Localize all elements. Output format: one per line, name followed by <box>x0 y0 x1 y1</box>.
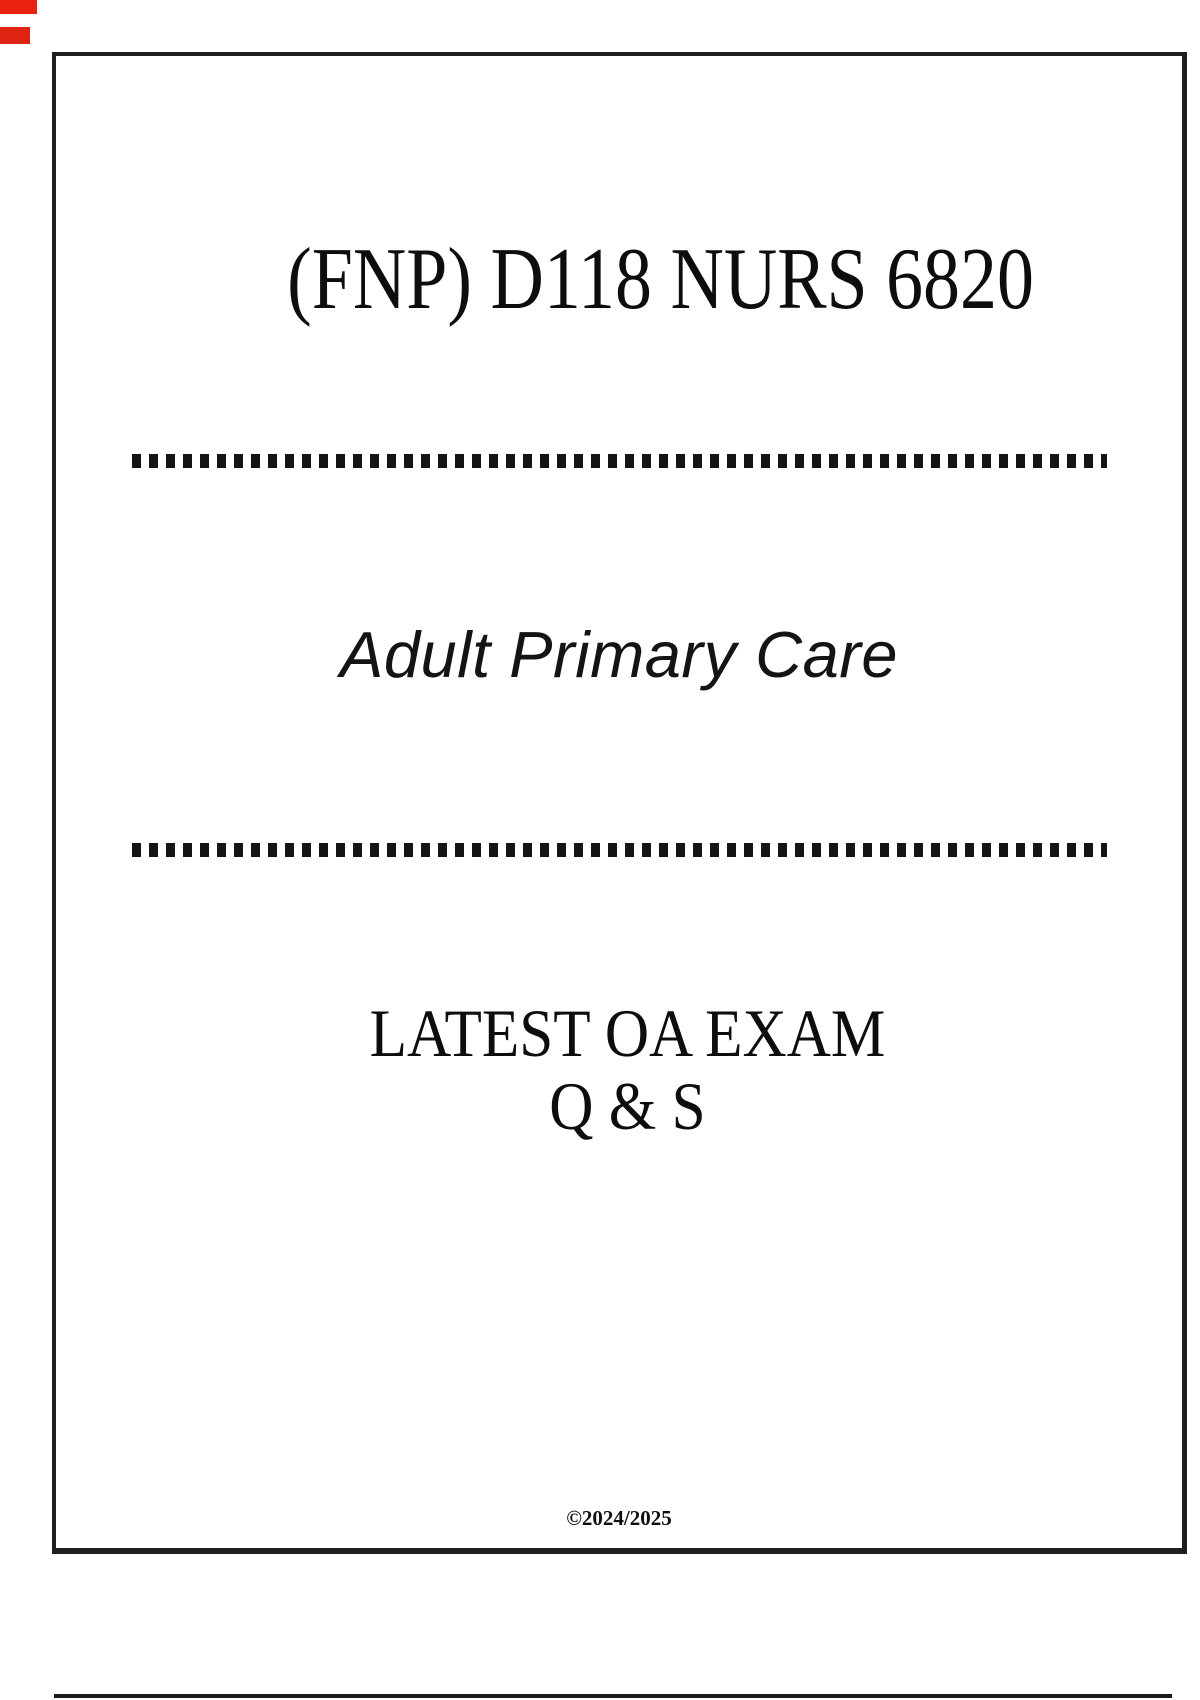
course-title-text: (FNP) D118 NURS 6820 <box>287 231 1035 328</box>
dotted-divider-bottom <box>132 843 1107 857</box>
red-scan-artifact-bottom <box>0 27 30 44</box>
next-page-top-border <box>54 1694 1172 1698</box>
exam-heading <box>56 997 1182 1144</box>
course-subtitle: Adult Primary Care <box>339 618 899 691</box>
exam-heading-lines <box>369 997 885 1144</box>
course-title <box>56 231 1182 328</box>
red-scan-artifact-top <box>0 0 37 14</box>
exam-heading-line1: LATEST OA EXAM <box>369 995 885 1071</box>
exam-heading-line2: Q & S <box>548 1068 706 1145</box>
dotted-divider-top <box>132 454 1107 468</box>
copyright-notice: ©2024/2025 <box>566 1506 672 1530</box>
cover-page-frame <box>52 52 1187 1554</box>
